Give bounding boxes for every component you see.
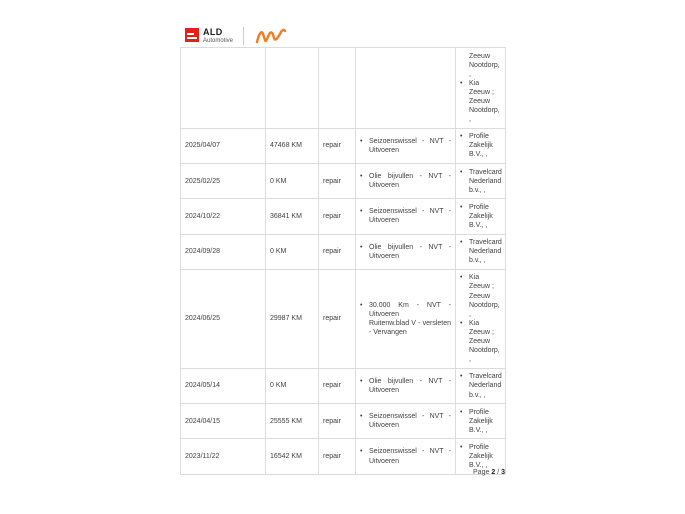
cell-supplier	[456, 128, 506, 163]
maintenance-history-table	[180, 47, 506, 475]
cell-supplier	[456, 269, 506, 368]
cell-date	[181, 48, 266, 129]
bullet-icon	[460, 203, 469, 212]
cell-km: 47468 KM	[266, 128, 319, 163]
bullet-icon	[460, 273, 469, 282]
cell-type	[319, 48, 356, 129]
table-row	[181, 234, 506, 269]
cell-description	[356, 199, 456, 234]
cell-type: repair	[319, 368, 356, 403]
description-item	[360, 447, 451, 465]
supplier-item	[460, 273, 501, 318]
cell-date: 2025/04/07	[181, 128, 266, 163]
ald-logo-icon	[185, 28, 199, 42]
cell-supplier	[456, 368, 506, 403]
cell-description	[356, 234, 456, 269]
bullet-icon	[460, 372, 469, 381]
description-item-text: Seizoenswissel - NVT - Uitvoeren	[369, 137, 451, 154]
page-label: Page	[473, 469, 490, 476]
table-row	[181, 404, 506, 439]
cell-km: 16542 KM	[266, 439, 319, 474]
table-row	[181, 368, 506, 403]
cell-km: 0 KM	[266, 164, 319, 199]
cell-type: repair	[319, 199, 356, 234]
cell-description	[356, 404, 456, 439]
supplier-item	[460, 52, 501, 79]
cell-km: 29987 KM	[266, 269, 319, 368]
description-item	[360, 377, 451, 395]
cell-km: 0 KM	[266, 368, 319, 403]
cell-type: repair	[319, 439, 356, 474]
description-item-text: Ruitenw.blad V - versleten - Vervangen	[369, 319, 451, 336]
description-item-text: Olie bijvullen - NVT - Uitvoeren	[369, 243, 451, 260]
cell-date: 2024/09/28	[181, 234, 266, 269]
description-item	[360, 207, 451, 225]
cell-description	[356, 269, 456, 368]
supplier-item	[460, 203, 501, 230]
bullet-icon	[360, 207, 369, 216]
cell-supplier	[456, 164, 506, 199]
bullet-icon	[360, 447, 369, 456]
page-total: 3	[501, 469, 505, 476]
cell-description	[356, 164, 456, 199]
description-item	[360, 172, 451, 190]
supplier-item	[460, 319, 501, 364]
bullet-icon	[460, 132, 469, 141]
supplier-item	[460, 372, 501, 399]
bullet-icon	[460, 238, 469, 247]
bullet-icon	[360, 412, 369, 421]
cell-date: 2023/11/22	[181, 439, 266, 474]
description-item-text: Seizoenswissel - NVT - Uitvoeren	[369, 448, 451, 465]
cell-km: 36841 KM	[266, 199, 319, 234]
supplier-item	[460, 79, 501, 124]
cell-type: repair	[319, 164, 356, 199]
cell-date: 2024/05/14	[181, 368, 266, 403]
bullet-icon	[460, 443, 469, 452]
cell-supplier	[456, 48, 506, 129]
cell-type: repair	[319, 128, 356, 163]
table-row	[181, 269, 506, 368]
page-indicator	[180, 469, 505, 476]
brand-subtitle: Automotive	[203, 37, 234, 44]
description-item-text: Olie bijvullen - NVT - Uitvoeren	[369, 173, 451, 190]
description-item	[360, 243, 451, 261]
supplier-item	[460, 408, 501, 435]
description-item	[360, 319, 451, 337]
supplier-item-text: Kia Zeeuw ; Zeeuw Nootdorp, ,	[469, 319, 500, 364]
brand-name: ALD	[203, 26, 223, 37]
cell-type: repair	[319, 404, 356, 439]
cell-km: 25555 KM	[266, 404, 319, 439]
description-item	[360, 412, 451, 430]
bullet-icon	[360, 243, 369, 252]
bullet-icon	[360, 172, 369, 181]
table-row	[181, 164, 506, 199]
table-row	[181, 128, 506, 163]
supplier-item-text: Kia Zeeuw ; Zeeuw Nootdorp, ,	[469, 79, 500, 124]
description-item-text: Olie bijvullen - NVT - Uitvoeren	[369, 377, 451, 394]
cell-km	[266, 48, 319, 129]
cell-description	[356, 368, 456, 403]
cell-supplier	[456, 234, 506, 269]
supplier-item-text: Zeeuw Nootdorp, ,	[469, 52, 500, 78]
bullet-icon	[360, 377, 369, 386]
cell-date: 2024/06/25	[181, 269, 266, 368]
supplier-item-text: Travelcard Nederland b.v., ,	[469, 168, 502, 194]
cell-supplier	[456, 404, 506, 439]
cell-type: repair	[319, 269, 356, 368]
cell-km: 0 KM	[266, 234, 319, 269]
bullet-icon	[460, 408, 469, 417]
cell-supplier	[456, 199, 506, 234]
history-table-body	[181, 48, 506, 475]
description-item	[360, 301, 451, 319]
bullet-icon	[360, 301, 369, 310]
partner-logo-icon	[254, 26, 288, 46]
bullet-icon	[460, 319, 469, 328]
supplier-item-text: Profile Zakelijk B.V., ,	[469, 203, 493, 229]
table-row	[181, 199, 506, 234]
cell-date: 2024/04/15	[181, 404, 266, 439]
supplier-item	[460, 238, 501, 265]
supplier-item-text: Travelcard Nederland b.v., ,	[469, 239, 502, 265]
logo-divider	[243, 27, 244, 45]
ald-logo-text	[203, 28, 233, 44]
description-item-text: 30.000 Km - NVT - Uitvoeren	[369, 301, 451, 318]
page-separator: /	[497, 469, 500, 476]
description-item-text: Seizoenswissel - NVT - Uitvoeren	[369, 208, 451, 225]
supplier-item-text: Kia Zeeuw ; Zeeuw Nootdorp, ,	[469, 274, 500, 318]
cell-type: repair	[319, 234, 356, 269]
table-row	[181, 48, 506, 129]
bullet-icon	[460, 79, 469, 88]
cell-date: 2024/10/22	[181, 199, 266, 234]
supplier-item-text: Profile Zakelijk B.V., ,	[469, 443, 493, 470]
supplier-item	[460, 168, 501, 195]
ald-automotive-logo	[185, 28, 233, 44]
bullet-icon	[460, 168, 469, 177]
cell-date: 2025/02/25	[181, 164, 266, 199]
description-item-text: Seizoenswissel - NVT - Uitvoeren	[369, 413, 451, 430]
cell-description	[356, 128, 456, 163]
description-item	[360, 137, 451, 155]
supplier-item-text: Profile Zakelijk B.V., ,	[469, 133, 493, 159]
page-current: 2	[491, 469, 496, 476]
supplier-item	[460, 443, 501, 470]
cell-description	[356, 48, 456, 129]
supplier-item-text: Profile Zakelijk B.V., ,	[469, 408, 493, 434]
bullet-icon	[360, 137, 369, 146]
supplier-item-text: Travelcard Nederland b.v., ,	[469, 373, 502, 399]
report-header	[185, 24, 288, 48]
supplier-item	[460, 132, 501, 159]
